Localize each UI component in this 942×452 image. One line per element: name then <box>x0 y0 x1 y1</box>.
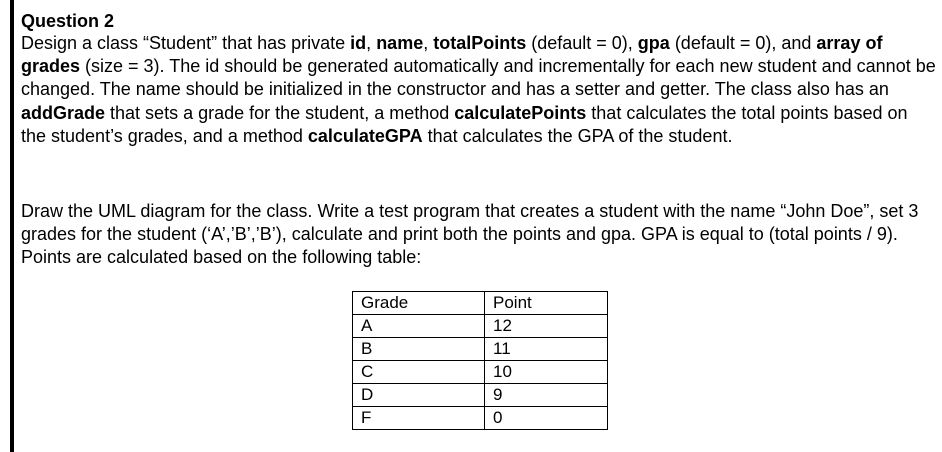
grade-cell: D <box>353 384 485 407</box>
table-row <box>353 407 608 430</box>
grade-cell: B <box>353 338 485 361</box>
header-grade: Grade <box>353 292 485 315</box>
bold-term-name: name <box>376 33 424 53</box>
text-segment: that calculates the GPA of the student. <box>422 125 733 146</box>
point-cell: 12 <box>485 315 608 338</box>
question-block <box>21 10 936 148</box>
point-cell: 11 <box>485 338 608 361</box>
grade-points-table <box>352 291 608 430</box>
bold-term-calculategpa: calculateGPA <box>307 125 423 146</box>
text-segment: , <box>423 33 434 53</box>
bold-term-calculatepoints: calculatePoints <box>454 102 587 123</box>
question-paragraph-2: Draw the UML diagram for the class. Write a test program that creates a student with the name “John Doe”, set 3 grades for the student (‘A’,’B’,’B’), calculate and print both the points and gpa. GPA is equal to (total points / 9). Points are calculated based on the following table: <box>21 201 919 268</box>
text-segment: that calculates the total points based on the student’s grades, and a method <box>21 102 908 146</box>
text-segment: (default = 0), and <box>669 33 817 53</box>
bold-term-totalpoints: totalPoints <box>433 33 527 53</box>
question-title: Question 2 <box>21 11 115 31</box>
table-row <box>353 361 608 384</box>
left-border-rule <box>10 0 14 452</box>
bold-term-addgrade: addGrade <box>21 102 106 123</box>
grade-cell: F <box>353 407 485 430</box>
text-segment: , <box>366 33 377 53</box>
text-segment: that sets a grade for the student, a method <box>105 102 455 123</box>
text-segment: (size = 3). The id should be generated automatically and incrementally for each new student and cannot be changed. The name should be initialized in the constructor and has a setter and getter. The class also has an <box>21 56 936 100</box>
grade-cell: C <box>353 361 485 384</box>
grade-cell: A <box>353 315 485 338</box>
table-header-row <box>353 292 608 315</box>
question-paragraph-1 <box>21 32 936 148</box>
point-cell: 10 <box>485 361 608 384</box>
bold-term-gpa: gpa <box>637 33 670 53</box>
text-segment: Design a class “Student” that has private <box>21 33 351 53</box>
bold-term-array-of-grades: array of grades <box>21 33 883 77</box>
bold-term-id: id <box>350 33 367 53</box>
table-row <box>353 315 608 338</box>
point-cell: 9 <box>485 384 608 407</box>
table-row <box>353 338 608 361</box>
point-cell: 0 <box>485 407 608 430</box>
table-row <box>353 384 608 407</box>
header-point: Point <box>485 292 608 315</box>
text-segment: (default = 0), <box>526 33 638 53</box>
